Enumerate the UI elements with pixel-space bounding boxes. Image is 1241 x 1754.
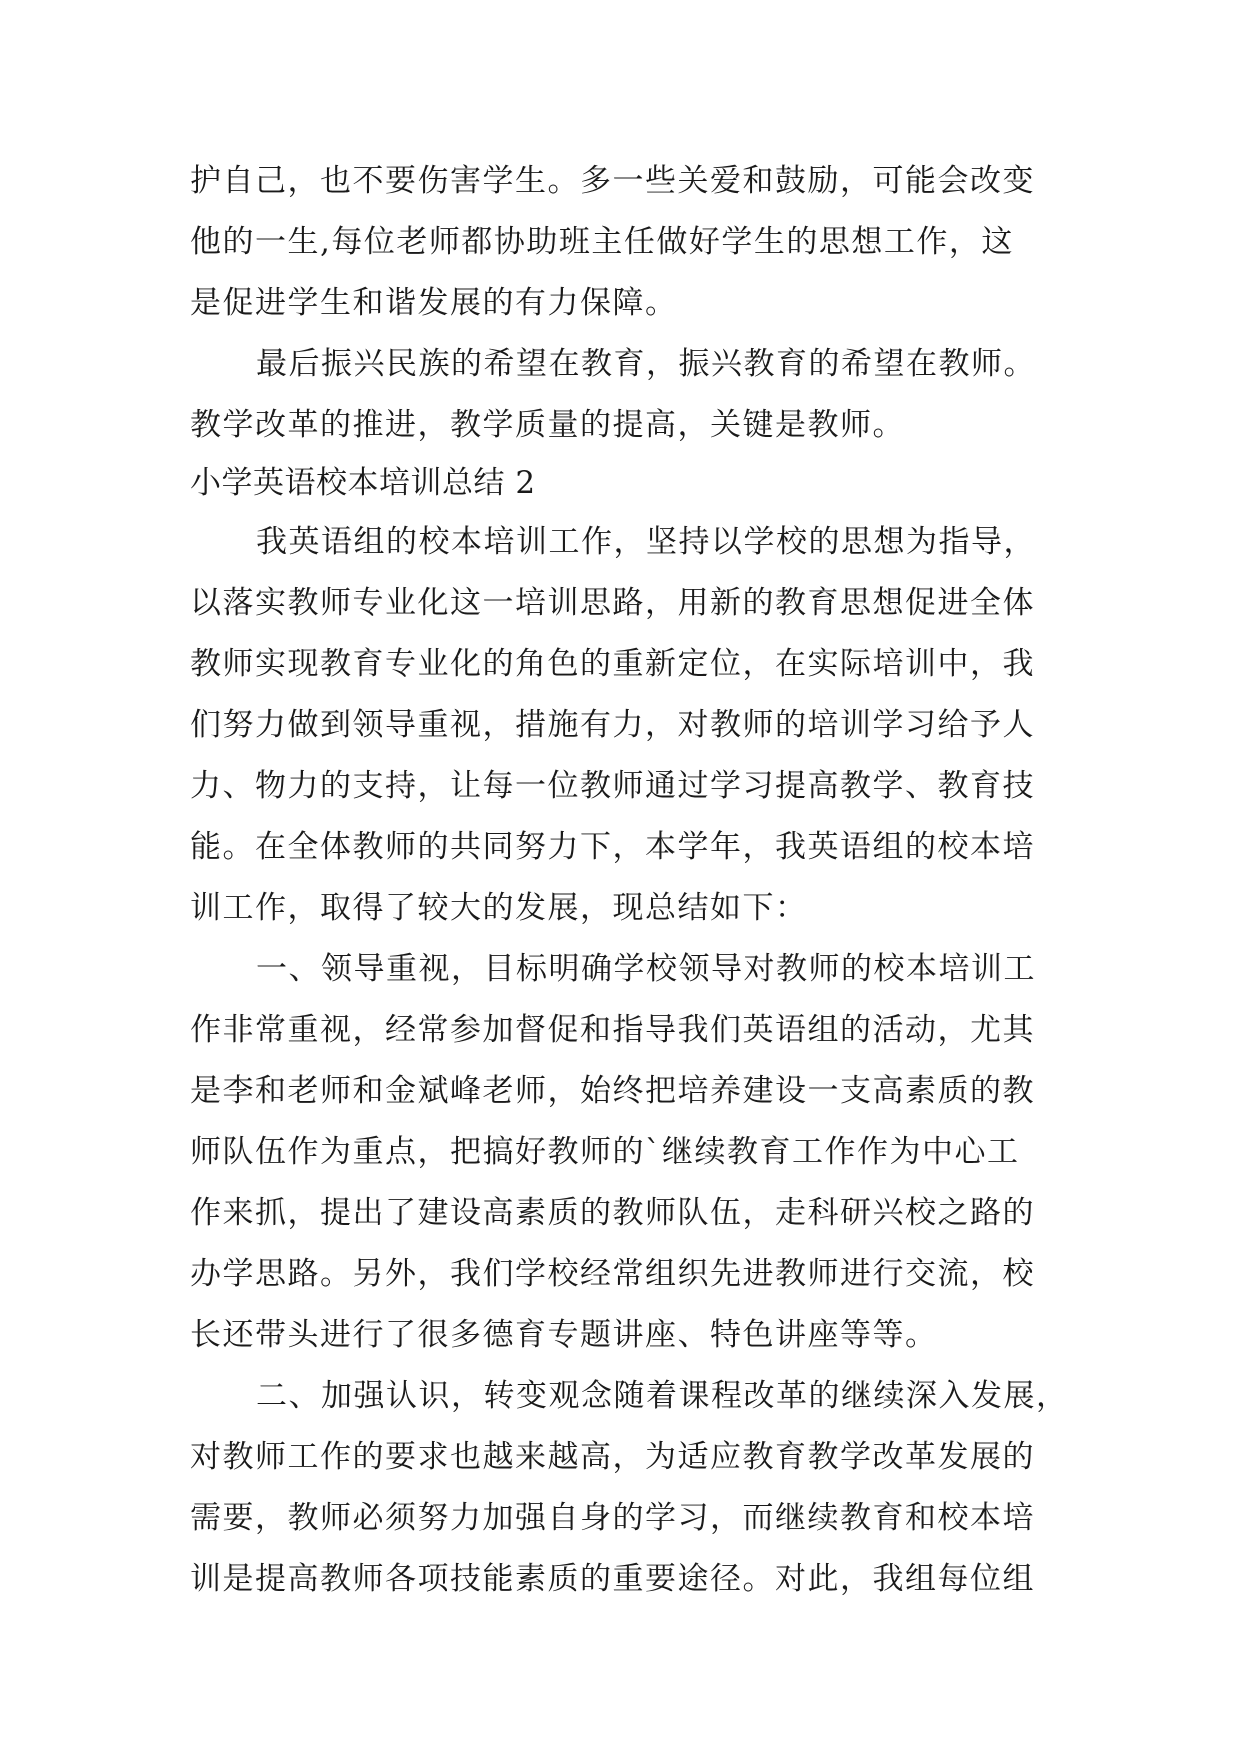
paragraph-line: 训工作，取得了较大的发展，现总结如下： <box>190 890 808 926</box>
paragraph-line: 长还带头进行了很多德育专题讲座、特色讲座等等。 <box>190 1317 938 1353</box>
paragraph-line: 最后振兴民族的希望在教育，振兴教育的希望在教师。 <box>256 346 1036 382</box>
paragraph-line: 作非常重视，经常参加督促和指导我们英语组的活动，尤其 <box>190 1012 1035 1048</box>
paragraph-line: 力、物力的支持，让每一位教师通过学习提高教学、教育技 <box>190 768 1035 804</box>
paragraph-line: 们努力做到领导重视，措施有力，对教师的培训学习给予人 <box>190 707 1035 743</box>
paragraph-line: 对教师工作的要求也越来越高，为适应教育教学改革发展的 <box>190 1439 1035 1475</box>
paragraph-line: 我英语组的校本培训工作，坚持以学校的思想为指导， <box>256 524 1036 560</box>
paragraph-line: 护自己，也不要伤害学生。多一些关爱和鼓励，可能会改变 <box>190 163 1035 199</box>
paragraph-line: 以落实教师专业化这一培训思路，用新的教育思想促进全体 <box>190 585 1035 621</box>
paragraph-line: 是促进学生和谐发展的有力保障。 <box>190 285 678 321</box>
paragraph-line: 一、领导重视，目标明确学校领导对教师的校本培训工 <box>256 951 1036 987</box>
paragraph-line: 能。在全体教师的共同努力下，本学年，我英语组的校本培 <box>190 829 1035 865</box>
section-title: 小学英语校本培训总结 2 <box>190 465 536 501</box>
paragraph-line: 办学思路。另外，我们学校经常组织先进教师进行交流，校 <box>190 1256 1035 1292</box>
paragraph-line: 他的一生,每位老师都协助班主任做好学生的思想工作，这 <box>190 224 1014 260</box>
paragraph-line: 训是提高教师各项技能素质的重要途径。对此，我组每位组 <box>190 1561 1035 1597</box>
paragraph-line: 教师实现教育专业化的角色的重新定位，在实际培训中，我 <box>190 646 1035 682</box>
paragraph-line: 二、加强认识，转变观念随着课程改革的继续深入发展， <box>256 1378 1069 1414</box>
paragraph-line: 需要，教师必须努力加强自身的学习，而继续教育和校本培 <box>190 1500 1035 1536</box>
paragraph-line: 师队伍作为重点，把搞好教师的`继续教育工作作为中心工 <box>190 1134 1020 1170</box>
paragraph-line: 是李和老师和金斌峰老师，始终把培养建设一支高素质的教 <box>190 1073 1035 1109</box>
paragraph-line: 教学改革的推进，教学质量的提高，关键是教师。 <box>190 407 905 443</box>
paragraph-line: 作来抓，提出了建设高素质的教师队伍，走科研兴校之路的 <box>190 1195 1035 1231</box>
